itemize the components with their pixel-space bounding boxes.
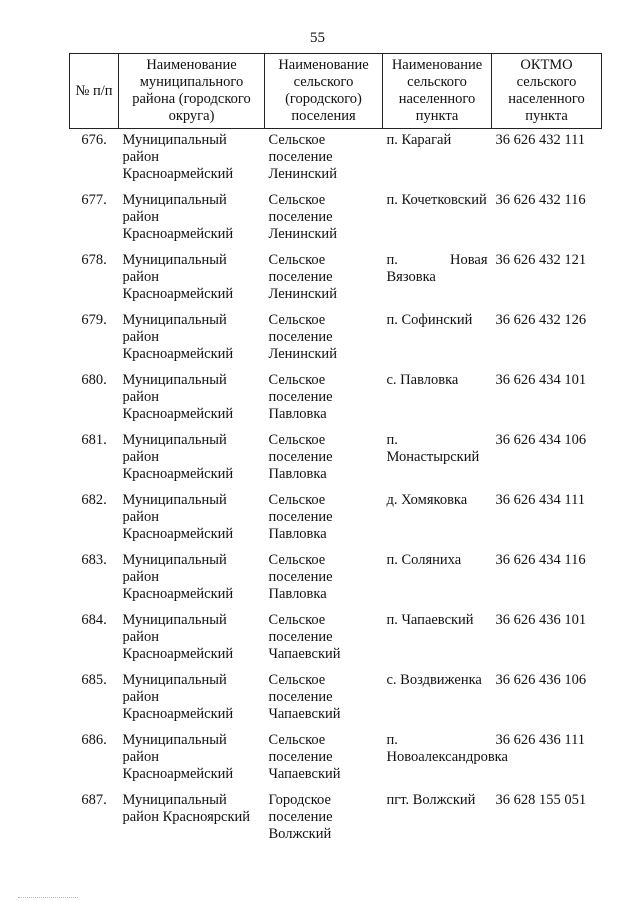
row-oktmo: 36 626 434 101: [495, 371, 587, 388]
row-num: 679.: [81, 311, 107, 328]
row-oktmo: 36 628 155 051: [495, 791, 587, 808]
table-row: [70, 249, 602, 309]
row-locality: п. Новая Вязовка: [386, 251, 488, 285]
row-district: Муниципальный район Красноармейский: [122, 371, 234, 422]
row-num: 681.: [81, 431, 107, 448]
settlements-table: [69, 53, 602, 845]
row-oktmo: 36 626 436 101: [495, 611, 587, 628]
row-settlement: Городское поселение Волжский: [268, 791, 333, 842]
row-locality: пгт. Волжский: [386, 791, 476, 808]
table-row: [70, 309, 602, 369]
row-settlement: Сельское поселение Ленинский: [268, 251, 337, 302]
row-settlement: Сельское поселение Чапаевский: [268, 611, 341, 662]
row-oktmo: 36 626 434 116: [495, 551, 586, 568]
row-oktmo: 36 626 432 111: [495, 132, 586, 148]
row-district: Муниципальный район Красноармейский: [122, 551, 234, 602]
row-oktmo: 36 626 434 106: [495, 431, 587, 448]
table-row: [70, 609, 602, 669]
row-district: Муниципальный район Красноармейский: [122, 311, 234, 362]
row-locality: с. Воздвиженка: [386, 671, 482, 688]
header-locality: Наименование сельского населенного пункта: [383, 54, 492, 129]
table-row: [70, 369, 602, 429]
row-num: 676.: [81, 132, 107, 148]
row-settlement: Сельское поселение Чапаевский: [268, 671, 341, 722]
row-locality: п. Соляниха: [386, 551, 462, 568]
table-row: [70, 129, 602, 189]
row-locality: п. Чапаевский: [386, 611, 474, 628]
row-locality: п. Кочетковский: [386, 191, 487, 208]
row-locality: п. Новоалександровка: [386, 731, 508, 765]
row-district: Муниципальный район Красноармейский: [122, 491, 234, 542]
row-locality: с. Павловка: [386, 371, 459, 388]
row-settlement: Сельское поселение Павловка: [268, 551, 333, 602]
row-settlement: Сельское поселение Ленинский: [268, 191, 337, 242]
table-row: [70, 669, 602, 729]
row-oktmo: 36 626 436 106: [495, 671, 587, 688]
row-num: 683.: [81, 551, 107, 568]
row-oktmo: 36 626 432 121: [495, 251, 587, 268]
row-oktmo: 36 626 434 111: [495, 491, 586, 508]
row-settlement: Сельское поселение Павловка: [268, 491, 333, 542]
header-oktmo: ОКТМО сельского населенного пункта: [492, 54, 602, 129]
row-settlement: Сельское поселение Павловка: [268, 371, 333, 422]
table-header-row: [70, 54, 602, 129]
table-row: [70, 549, 602, 609]
row-num: 685.: [81, 671, 107, 688]
row-locality: д. Хомяковка: [386, 491, 468, 508]
row-district: Муниципальный район Красноармейский: [122, 431, 234, 482]
row-num: 682.: [81, 491, 107, 508]
scan-artifact: [18, 897, 78, 901]
row-oktmo: 36 626 436 111: [495, 731, 586, 748]
row-district: Муниципальный район Красноармейский: [122, 611, 234, 662]
row-district: Муниципальный район Красноармейский: [122, 191, 234, 242]
table-row: [70, 489, 602, 549]
row-district: Муниципальный район Красноармейский: [122, 132, 234, 182]
row-num: 677.: [81, 191, 107, 208]
row-num: 684.: [81, 611, 107, 628]
row-oktmo: 36 626 432 116: [495, 191, 586, 208]
header-settlement: Наименование сельского (городского) поселения: [265, 54, 383, 129]
header-district: Наименование муниципального района (городского округа): [119, 54, 265, 129]
row-num: 678.: [81, 251, 107, 268]
row-num: 680.: [81, 371, 107, 388]
row-locality: п. Карагай: [386, 132, 452, 148]
row-num: 686.: [81, 731, 107, 748]
row-settlement: Сельское поселение Павловка: [268, 431, 333, 482]
row-district: Муниципальный район Красноармейский: [122, 671, 234, 722]
table-row: [70, 429, 602, 489]
table-row: [70, 189, 602, 249]
page-number: 55: [310, 30, 325, 46]
row-settlement: Сельское поселение Чапаевский: [268, 731, 341, 782]
row-locality: п. Монастырский: [386, 431, 480, 465]
row-district: Муниципальный район Красноармейский: [122, 251, 234, 302]
table-row: [70, 789, 602, 845]
row-num: 687.: [81, 791, 107, 808]
row-locality: п. Софинский: [386, 311, 473, 328]
row-oktmo: 36 626 432 126: [495, 311, 587, 328]
row-district: Муниципальный район Красноярский: [122, 791, 251, 825]
row-district: Муниципальный район Красноармейский: [122, 731, 234, 782]
row-settlement: Сельское поселение Ленинский: [268, 311, 337, 362]
table-row: [70, 729, 602, 789]
row-settlement: Сельское поселение Ленинский: [268, 132, 337, 182]
header-num: № п/п: [70, 54, 119, 129]
